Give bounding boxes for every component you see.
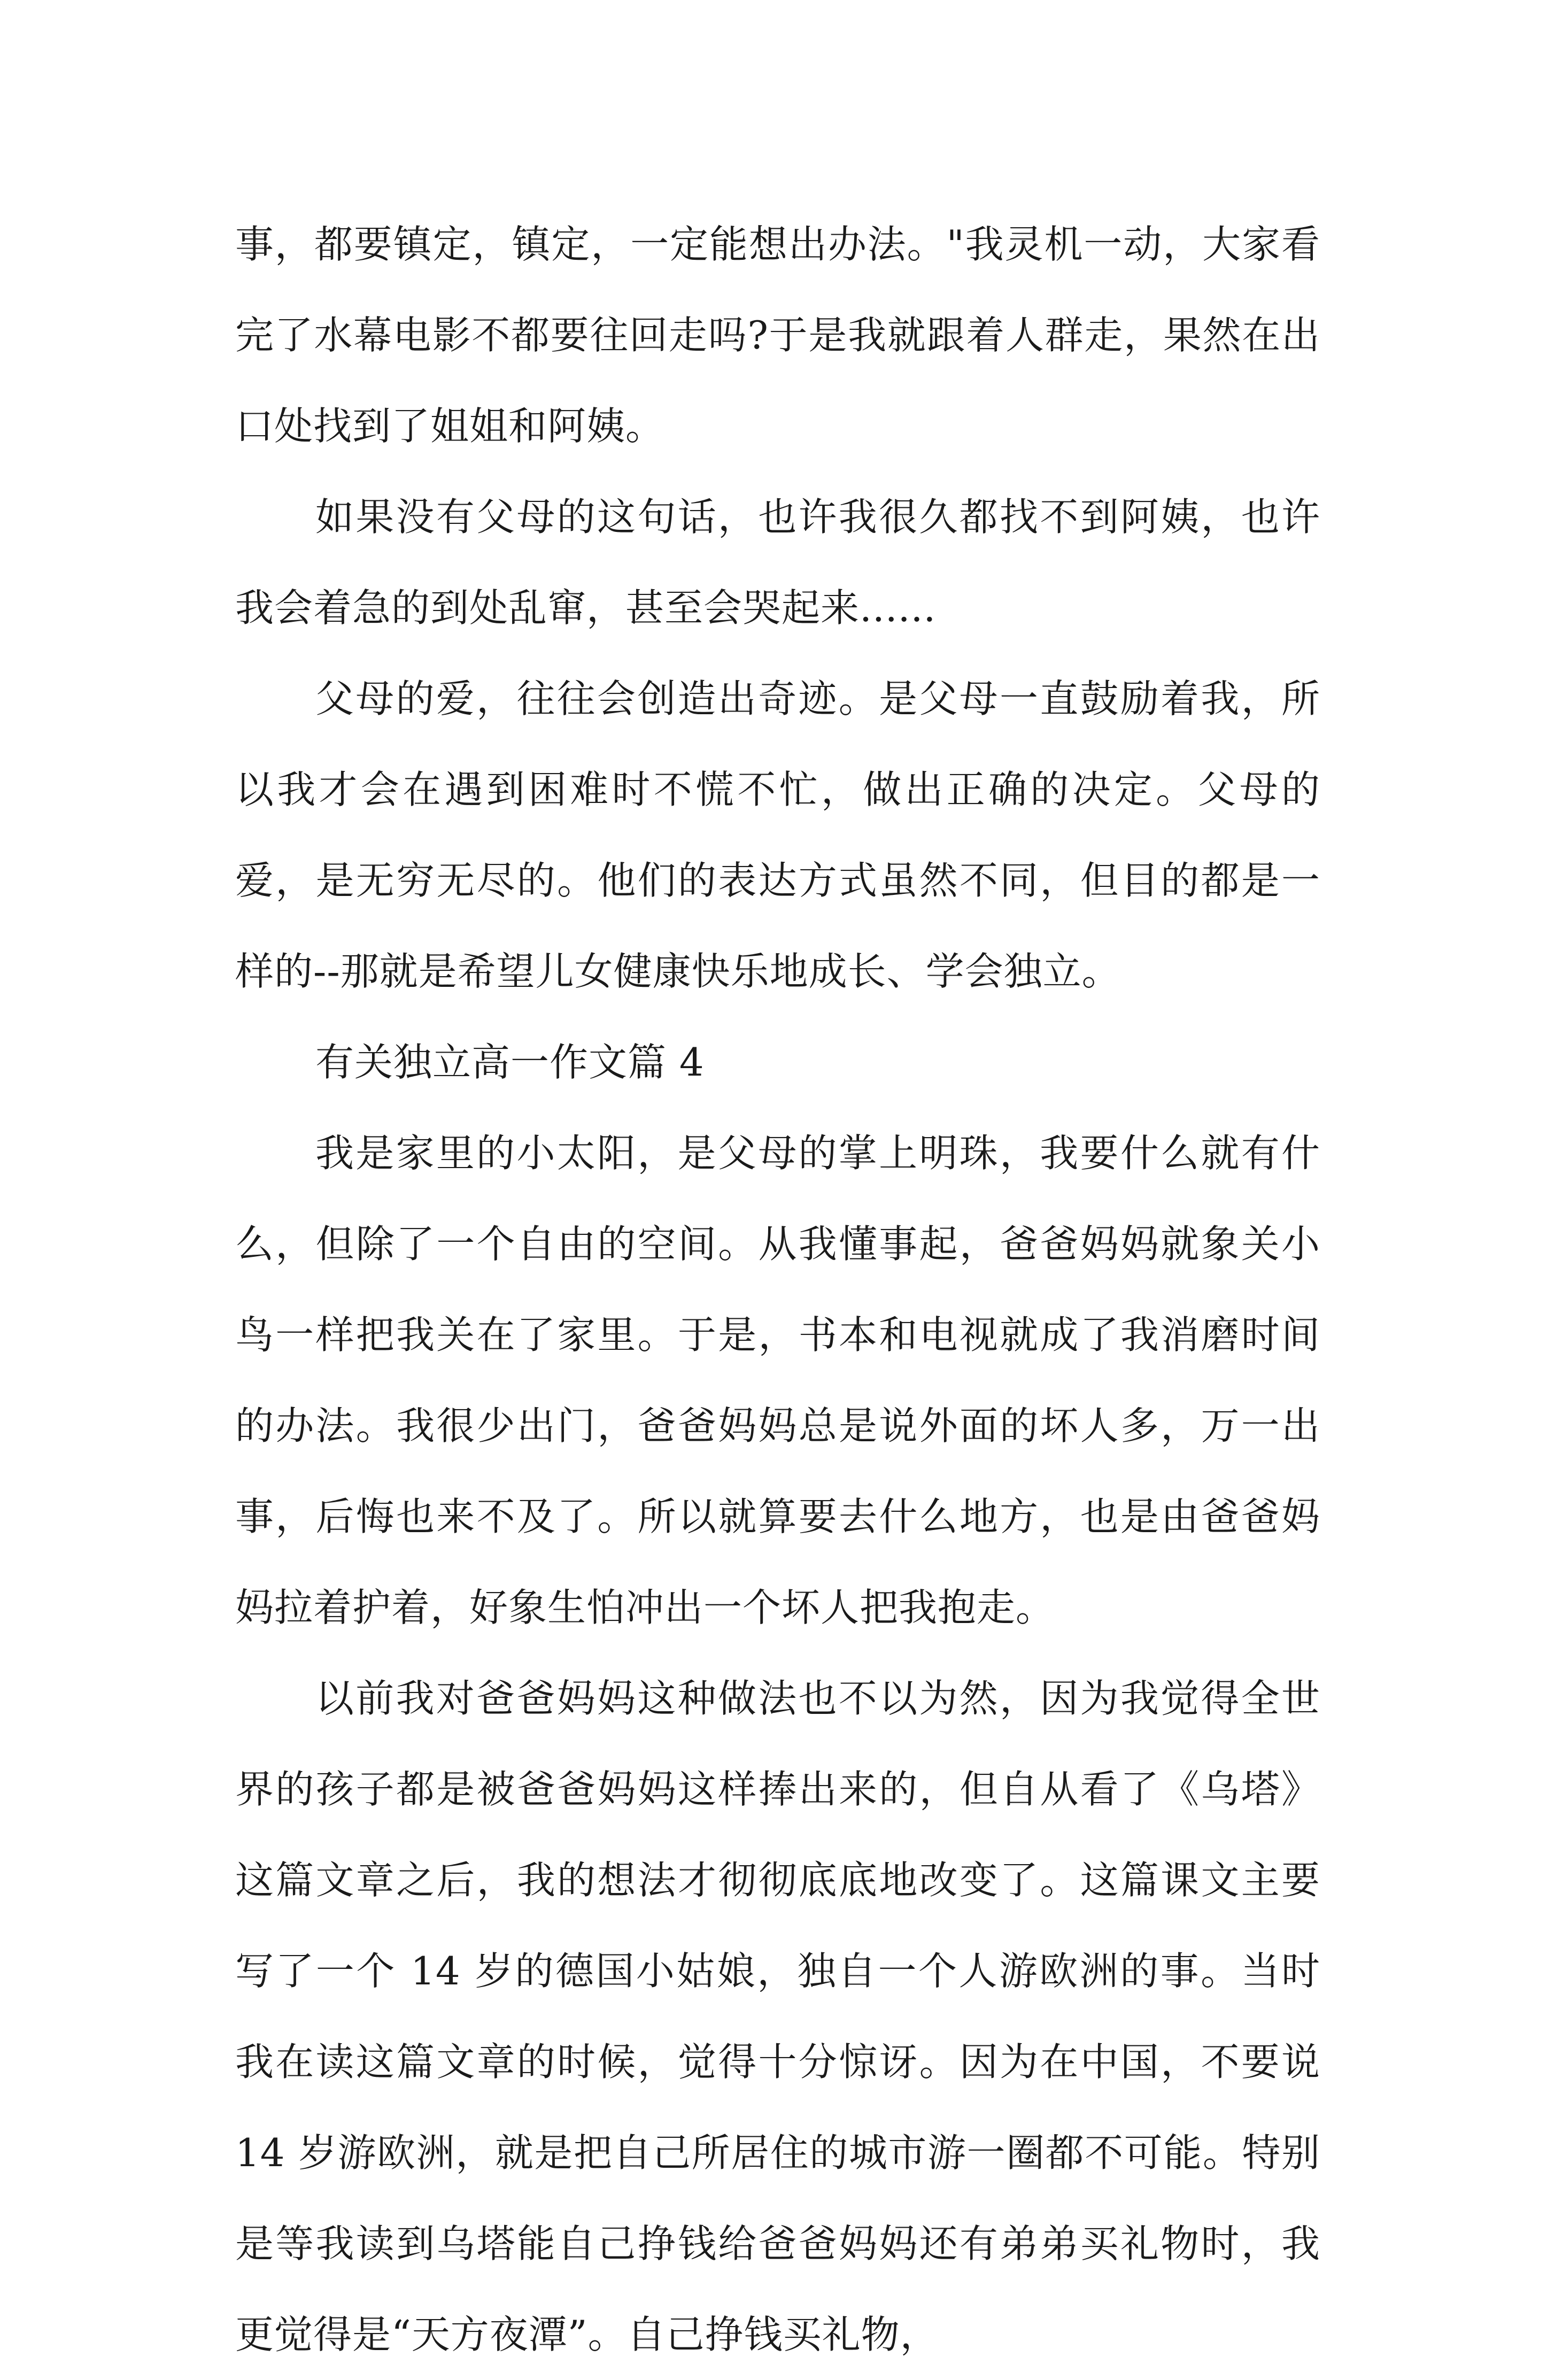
section-heading: 有关独立高一作文篇 4: [315, 1040, 705, 1085]
paragraph-4: 我是家里的小太阳，是父母的掌上明珠，我要什么就有什么，但除了一个自由的空间。从我懂事起，爸爸妈妈就象关小鸟一样把我关在了家里。于是，书本和电视就成了我消磨时间的办法。我很少出门，爸爸妈妈总是说外面的坏人多，万一出事，后悔也来不及了。所以就算要去什么地方，也是由爸爸妈妈拉着护着，好象生怕冲出一个坏人把我抱走。: [235, 1131, 1320, 1630]
paragraph-1: 事，都要镇定，镇定，一定能想出办法。"我灵机一动，大家看完了水幕电影不都要往回走吗?于是我就跟着人群走，果然在出口处找到了姐姐和阿姨。: [235, 222, 1320, 449]
paragraph-5: 以前我对爸爸妈妈这种做法也不以为然，因为我觉得全世界的孩子都是被爸爸妈妈这样捧出来的，但自从看了《乌塔》这篇文章之后，我的想法才彻彻底底地改变了。这篇课文主要写了一个 14 岁的德国小姑娘，独自一个人游欧洲的事。当时我在读这篇文章的时候，觉得十分惊讶。因为在中国，不要说 14 岁游欧洲，就是把自己所居住的城市游一圈都不可能。特别是等我读到乌塔能自己挣钱给爸爸妈妈还有弟弟买礼物时，我更觉得是“天方夜潭”。自己挣钱买礼物，: [235, 1676, 1320, 2357]
paragraph-2: 如果没有父母的这句话，也许我很久都找不到阿姨，也许我会着急的到处乱窜，甚至会哭起来......: [235, 494, 1320, 630]
document-body: [235, 199, 1320, 2380]
paragraph-3: 父母的爱，往往会创造出奇迹。是父母一直鼓励着我，所以我才会在遇到困难时不慌不忙，做出正确的决定。父母的爱，是无穷无尽的。他们的表达方式虽然不同，但目的都是一样的--那就是希望儿女健康快乐地成长、学会独立。: [235, 676, 1320, 994]
